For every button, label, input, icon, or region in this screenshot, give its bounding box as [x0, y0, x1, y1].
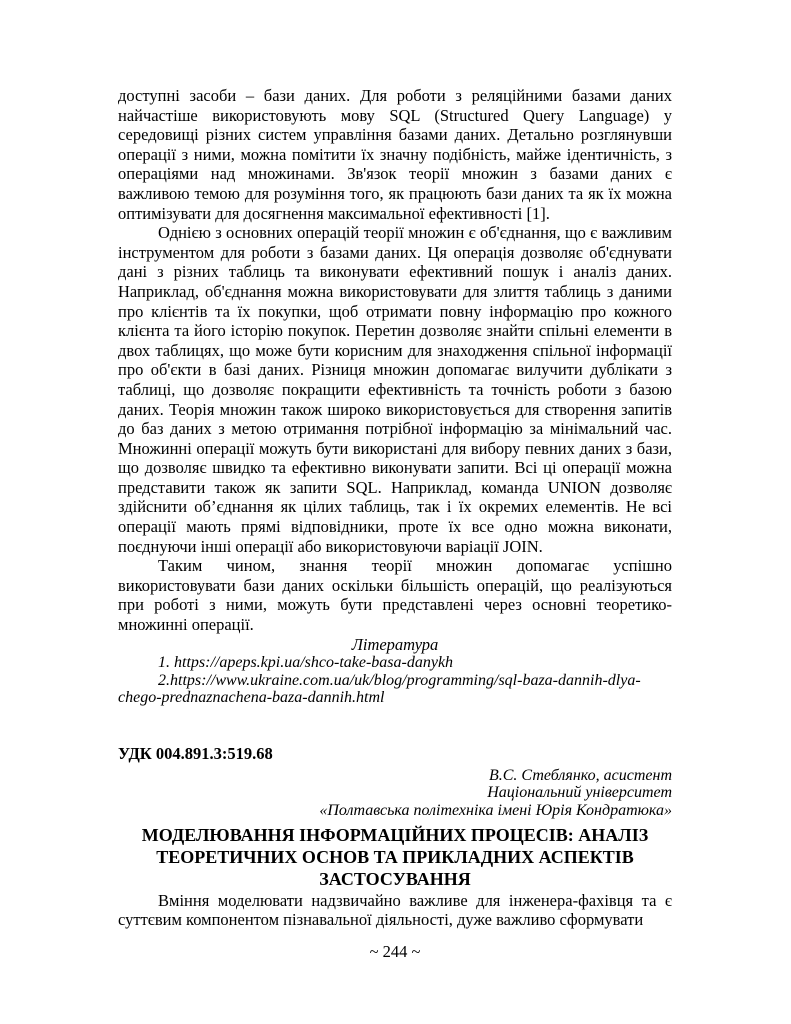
affiliation-line-1: Національний університет — [487, 784, 672, 802]
paragraph-continuation: доступні засоби – бази даних. Для роботи з реляційними базами даних найчастіше використовують мову SQL (Structured Query Language) у середовищі різних систем управління базами даних. Детально розглянувши операції з ними, можна помітити їх значну подібність, майже ідентичність, з операціями над множинами. Зв'язок теорії множин з базами даних є важливою темою для розуміння того, як працюють бази даних та як їх можна оптимізувати для досягнення максимальної ефективності [1]. — [118, 86, 672, 223]
paragraph-union-operation: Однією з основних операцій теорії множин є об'єднання, що є важливим інструментом для роботи з базами даних. Ця операція дозволяє об'єднувати дані з різних таблиць та виконувати ефективний пошук і аналіз даних. Наприклад, об'єднання можна використовувати для злиття таблиць з даними про клієнтів та їх покупки, щоб отримати повну інформацію про кожного клієнта та його історію покупок. Перетин дозволяє знайти спільні елементи в двох таблицях, що може бути корисним для знаходження спільної інформації про об'єкти в базі даних. Різниця множин допомагає вилучити дублікати з таблиці, що дозволяє покращити ефективність та точність роботи з базою даних. Теорія множин також широко використовується для створення запитів до баз даних з метою отримання потрібної інформацію за мінімальний час. Множинні операції можуть бути використані для вибору певних даних з бази, що дозволяє швидко та ефективно виконувати запити. Всі ці операції можна представити також як запити SQL. Наприклад, команда UNION дозволяє здійснити об’єднання як цілих таблиць, так і їх окремих елементів. Не всі операції мають прямі відповідники, проте їх все одно можна виконати, поєднуючи інші операції або використовуючи варіації JOIN. — [118, 223, 672, 556]
reference-item-2: 2.https://www.ukraine.com.ua/uk/blog/programming/sql-baza-dannih-dlya-chego-prednaznachena-baza-dannih.html — [118, 671, 641, 707]
paragraph-article-intro: Вміння моделювати надзвичайно важливе для інженера-фахівця та є суттєвим компонентом пізнавальної діяльності, дуже важливо сформувати — [118, 890, 672, 930]
page-number: ~ 244 ~ — [369, 941, 421, 961]
author-block — [118, 767, 672, 820]
paragraph-conclusion: Таким чином, знання теорії множин допомагає успішно використовувати бази даних оскільки більшість операцій, що реалізуються при роботі з ними, можуть бути представлені через основні теоретико-множинні операції. — [118, 556, 672, 635]
literature-heading: Література — [351, 634, 439, 654]
page-content-column — [118, 86, 672, 962]
article-title: МОДЕЛЮВАННЯ ІНФОРМАЦІЙНИХ ПРОЦЕСІВ: АНАЛІЗ ТЕОРЕТИЧНИХ ОСНОВ ТА ПРИКЛАДНИХ АСПЕКТІВ ЗАСТОСУВАННЯ — [141, 824, 649, 890]
udc-code: УДК 004.891.3:519.68 — [118, 743, 273, 763]
reference-item-1: 1. https://apeps.kpi.ua/shco-take-basa-danykh — [158, 654, 454, 672]
affiliation-line-2: «Полтавська політехніка імені Юрія Кондратюка» — [319, 801, 672, 819]
author-name: В.С. Стеблянко, асистент — [488, 766, 672, 784]
